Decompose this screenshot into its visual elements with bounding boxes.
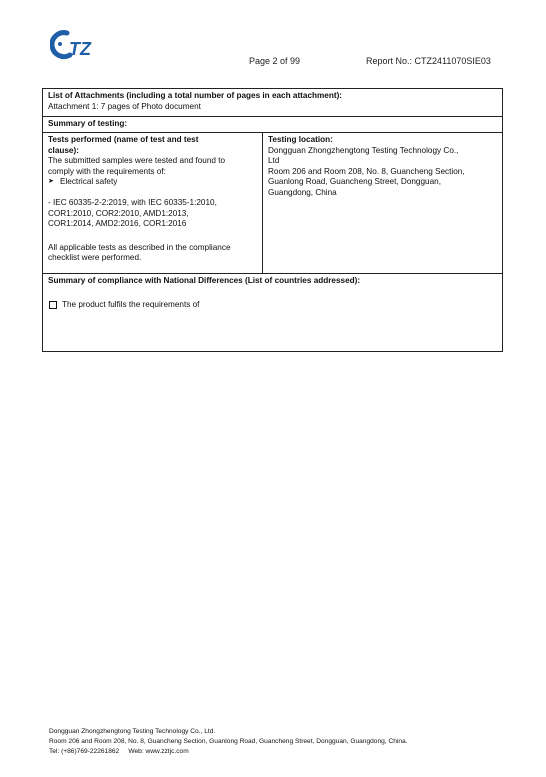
- bullet-text: Electrical safety: [60, 177, 118, 187]
- tests-text-line1: The submitted samples were tested and found to: [48, 156, 226, 166]
- location-name-line1: Dongguan Zhongzhengtong Testing Technology Co.,: [268, 145, 459, 155]
- arrow-bullet-icon: ➤: [48, 178, 54, 186]
- note-line2: checklist were performed.: [48, 253, 142, 263]
- checkbox[interactable]: [49, 301, 57, 309]
- attachment-item: Attachment 1: 7 pages of Photo document: [48, 101, 201, 111]
- standard-line1: - IEC 60335-2-2:2019, with IEC 60335-1:2010,: [48, 197, 217, 207]
- national-differences-checkbox-row: [48, 300, 497, 311]
- tests-text-line2: comply with the requirements of:: [48, 166, 166, 176]
- checkbox-label: The product fulfils the requirements of: [62, 299, 200, 309]
- national-differences-title: Summary of compliance with National Differences (List of countries addressed):: [48, 276, 361, 285]
- location-name-line2: Ltd: [268, 156, 280, 166]
- note-line1: All applicable tests as described in the compliance: [48, 242, 231, 252]
- location-addr-line1: Room 206 and Room 208, No. 8, Guancheng Section,: [268, 166, 465, 176]
- footer-contact: Tel: (+86)769-22261862 Web: www.zztjc.com: [49, 747, 189, 755]
- attachments-title: List of Attachments (including a total number of pages in each attachment):: [48, 91, 343, 100]
- footer-company: Dongguan Zhongzhengtong Testing Technology Co., Ltd.: [49, 728, 216, 735]
- standard-line3: COR1:2014, AMD2:2016, COR1:2016: [48, 219, 187, 229]
- tests-title-line1: Tests performed (name of test and test: [48, 135, 199, 144]
- summary-table: [42, 88, 503, 352]
- location-addr-line2: Guanlong Road, Guancheng Street, Dongguan,: [268, 177, 441, 187]
- page-number: Page 2 of 99: [249, 56, 301, 66]
- testing-location-cell: [263, 133, 502, 273]
- footer-address: Room 206 and Room 208, No. 8, Guancheng Section, Guanlong Road, Guancheng Street, Dongguan, Guangdong, China.: [49, 737, 408, 745]
- summary-of-testing-title: Summary of testing:: [43, 117, 502, 133]
- svg-text:TZ: TZ: [69, 39, 91, 59]
- company-logo: [50, 28, 102, 62]
- attachments-section: [43, 89, 502, 117]
- national-differences-section: [43, 274, 502, 351]
- page-footer: [49, 727, 408, 756]
- standard-line2: COR1:2010, COR2:2010, AMD1:2013,: [48, 208, 189, 218]
- report-number: Report No.: CTZ2411070SIE03: [366, 56, 491, 66]
- tests-row: [43, 133, 502, 274]
- tests-performed-cell: [43, 133, 263, 273]
- location-title: Testing location:: [268, 135, 333, 144]
- location-addr-line3: Guangdong, China: [268, 187, 337, 197]
- bullet-item: [48, 177, 257, 188]
- tests-title-line2: clause):: [48, 145, 79, 155]
